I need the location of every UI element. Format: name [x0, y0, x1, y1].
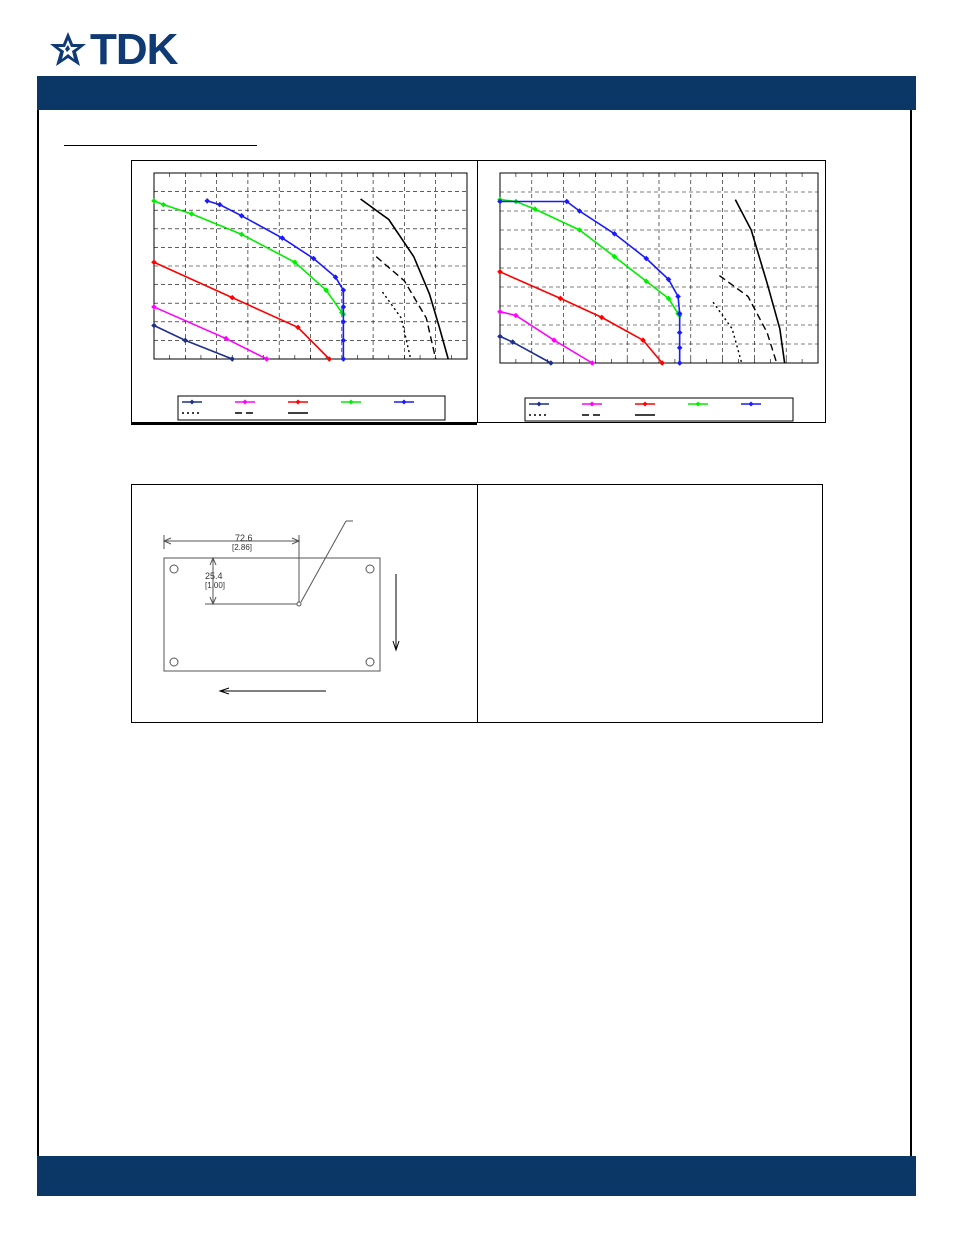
series-line-2 [500, 312, 592, 363]
series-line-8 [735, 200, 784, 363]
data-point [229, 356, 235, 362]
legend-box [178, 396, 445, 420]
data-point [229, 295, 235, 301]
data-point [189, 211, 195, 217]
data-point [677, 345, 683, 351]
footer-bar [37, 1156, 916, 1196]
data-point [151, 259, 157, 265]
dim-vertical-inch: [1.00] [205, 581, 226, 590]
logo-text: TDK [90, 25, 178, 74]
drawing-divider [477, 484, 478, 723]
data-point [497, 309, 503, 315]
mounting-hole [366, 658, 374, 666]
data-point [677, 330, 683, 336]
series-line-6 [713, 302, 742, 363]
tdk-logo [48, 25, 218, 74]
section-heading-underline [64, 145, 257, 146]
data-point [217, 202, 223, 208]
data-point [497, 269, 503, 275]
data-point [151, 323, 157, 329]
board-outline [164, 558, 380, 671]
data-point [341, 338, 347, 344]
data-point [204, 198, 210, 204]
measurement-point [297, 602, 301, 606]
tdk-star-icon [48, 30, 88, 70]
header-bar [37, 76, 916, 110]
data-point [341, 319, 347, 325]
legend [178, 396, 445, 420]
module-outline-drawing [131, 484, 477, 723]
mounting-hole [366, 565, 374, 573]
legend [525, 398, 793, 421]
data-point [161, 202, 167, 208]
dim-horizontal-mm: 72.6 [235, 533, 253, 543]
dim-horizontal-inch: [2.86] [232, 543, 253, 552]
series-line-7 [376, 257, 435, 359]
data-point [677, 360, 683, 366]
data-point [151, 304, 157, 310]
data-point [151, 198, 157, 204]
data-point [341, 304, 347, 310]
data-point [497, 334, 503, 340]
data-point [341, 356, 347, 362]
mounting-hole [170, 565, 178, 573]
derating-chart-right [477, 160, 826, 423]
data-point [183, 338, 189, 344]
series-line-1 [154, 326, 232, 359]
legend-box [525, 398, 793, 421]
series-line-5 [500, 202, 680, 364]
dim-vertical-mm: 25.4 [205, 571, 223, 581]
derating-chart-left [131, 160, 477, 423]
charts-underline [131, 423, 477, 425]
data-point [558, 296, 564, 302]
grid [154, 173, 467, 359]
data-point [264, 356, 270, 362]
series-line-3 [154, 262, 329, 359]
mounting-hole [170, 658, 178, 666]
series-line-6 [382, 292, 410, 359]
series-line-1 [500, 336, 551, 363]
data-point [239, 232, 245, 238]
series-line-5 [207, 201, 343, 359]
